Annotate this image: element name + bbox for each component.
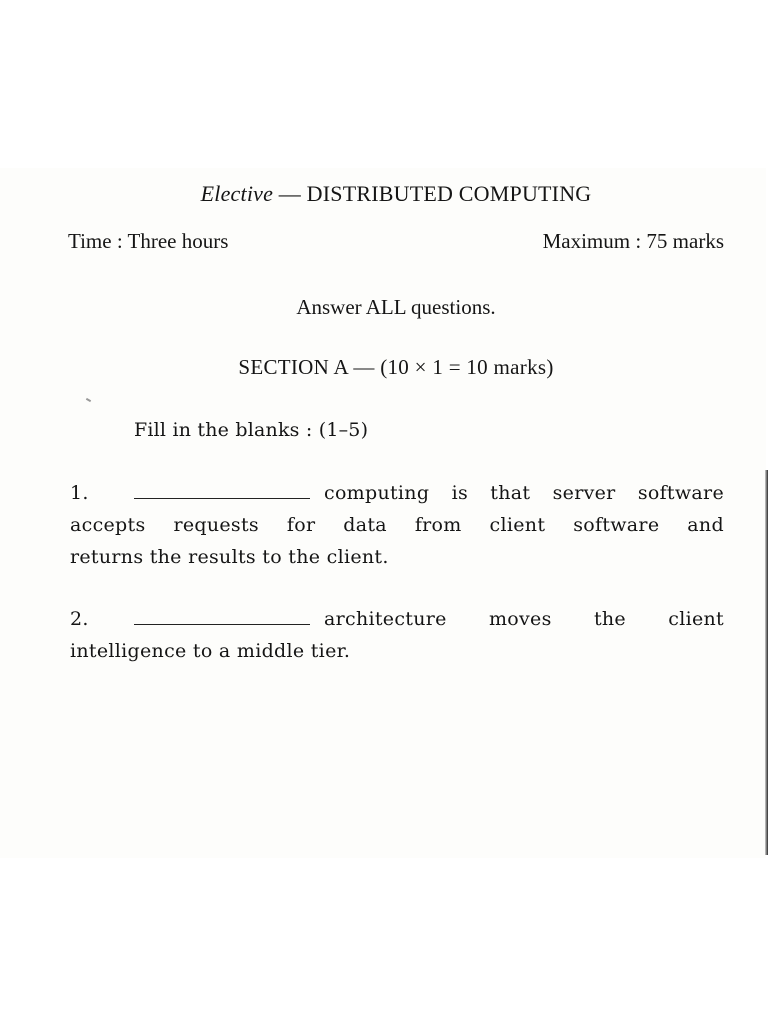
question-1-line-2 [70,509,724,541]
word: architecture [324,608,447,630]
word: is [451,482,469,504]
instruction: Answer ALL questions. [296,295,496,319]
word: client [668,608,724,630]
word: accepts [70,514,146,536]
title-subject: — DISTRIBUTED COMPUTING [278,181,592,206]
fill-blanks-heading: Fill in the blanks : (1–5) [134,419,369,441]
word: client [489,514,546,536]
question-2-words [324,603,724,635]
word: software [573,514,660,536]
word: computing [324,482,430,504]
question-2-line-1 [70,603,724,635]
maximum-marks: Maximum : 75 marks [542,229,724,253]
question-2-line-2: intelligence to a middle tier. [70,640,351,662]
question-1 [70,477,724,573]
time-allowed: Time : Three hours [68,229,229,253]
answer-blank [134,484,310,499]
word: server [552,482,616,504]
word: data [343,514,387,536]
exam-title [0,181,768,207]
answer-blank [134,610,310,625]
question-2 [70,603,724,667]
word: moves [488,608,552,630]
question-1-words [324,477,724,509]
title-elective: Elective [200,181,274,206]
question-number: 2. [70,608,89,630]
word: that [490,482,531,504]
question-number: 1. [70,482,89,504]
question-1-line-1 [70,477,724,509]
word: the [593,608,626,630]
word: requests [173,514,259,536]
word: from [414,514,462,536]
section-heading: SECTION A — (10 × 1 = 10 marks) [238,355,554,379]
word: and [687,514,724,536]
word: for [286,514,316,536]
question-1-line-3: returns the results to the client. [70,546,389,568]
word: software [637,482,724,504]
